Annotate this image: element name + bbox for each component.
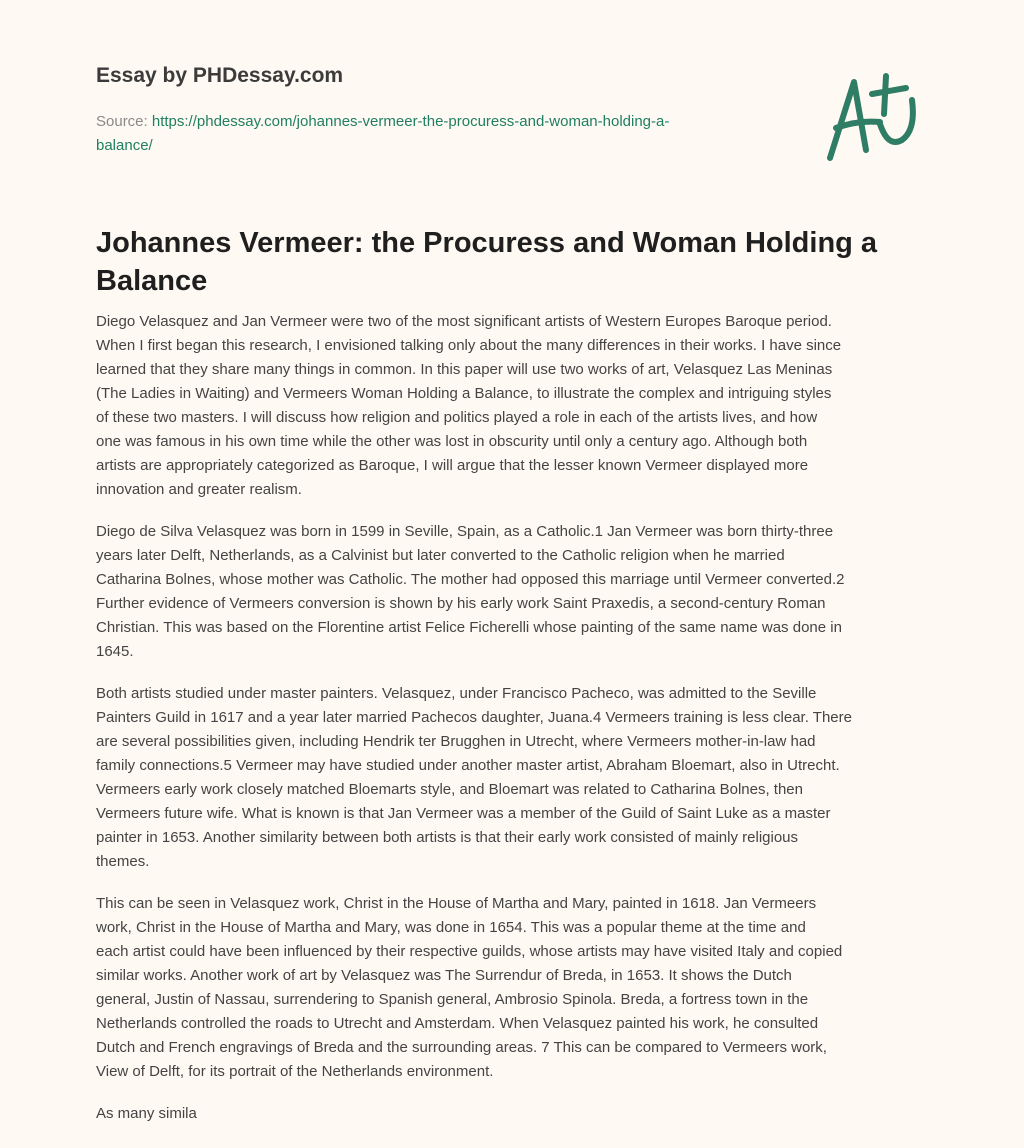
paragraph-line: family connections.5 Vermeer may have studied under another master artist, Abraham Bloemart, also in Utrecht. bbox=[96, 757, 840, 774]
source-link[interactable] bbox=[96, 113, 669, 154]
source-link-line: https://phdessay.com/johannes-vermeer-the-procuress-and-woman-holding-a- bbox=[151, 113, 670, 130]
paragraph-line: learned that they share many things in common. In this paper will use two works of art, Velasquez Las Meninas bbox=[96, 361, 833, 378]
essay-paragraph bbox=[96, 520, 976, 664]
a-plus-logo bbox=[818, 70, 928, 170]
source-label: Source: bbox=[96, 113, 148, 130]
paragraph-line: When I first began this research, I envisioned talking only about the many differences in their works. I have since bbox=[96, 337, 842, 354]
paragraph-line: Vermeers future wife. What is known is that Jan Vermeer was a member of the Guild of Saint Luke as a master bbox=[96, 805, 831, 822]
page-title: Johannes Vermeer: the Procuress and Woman Holding a Balance bbox=[96, 227, 878, 297]
paragraph-line: Diego Velasquez and Jan Vermeer were two of the most significant artists of Western Europes Baroque period. bbox=[96, 313, 832, 330]
paragraph-line: artists are appropriately categorized as Baroque, I will argue that the lesser known Vermeer displayed more bbox=[96, 457, 809, 474]
essay-paragraph bbox=[96, 682, 976, 874]
paragraph-line: Netherlands controlled the roads to Utrecht and Amsterdam. When Velasquez painted his work, he consulted bbox=[96, 1015, 819, 1032]
paragraph-line: This can be seen in Velasquez work, Christ in the House of Martha and Mary, painted in 1618. Jan Vermeers bbox=[96, 895, 817, 912]
paragraph-line: Both artists studied under master painters. Velasquez, under Francisco Pacheco, was admitted to the Seville bbox=[96, 685, 817, 702]
paragraph-line: each artist could have been influenced by their respective guilds, whose artists may have visited Italy and copied bbox=[96, 943, 843, 960]
paragraph-line: Vermeers early work closely matched Bloemarts style, and Bloemart was related to Catharina Bolnes, then bbox=[96, 781, 803, 798]
paragraph-line: of these two masters. I will discuss how religion and politics played a role in each of the artists lives, and how bbox=[96, 409, 818, 426]
paragraph-line: Catharina Bolnes, whose mother was Catholic. The mother had opposed this marriage until Vermeer converted.2 bbox=[96, 571, 845, 588]
paragraph-line: (The Ladies in Waiting) and Vermeers Woman Holding a Balance, to illustrate the complex and intriguing styles bbox=[96, 385, 832, 402]
paragraph-line: Christian. This was based on the Florentine artist Felice Ficherelli whose painting of the same name was done in bbox=[96, 619, 842, 636]
source-link-line: balance/ bbox=[96, 137, 153, 154]
paragraph-line: Dutch and French engravings of Breda and the surrounding areas. 7 This can be compared to Vermeers work, bbox=[96, 1039, 827, 1056]
paragraph-line: Painters Guild in 1617 and a year later married Pachecos daughter, Juana.4 Vermeers training is less clear. There bbox=[96, 709, 852, 726]
site-brand: Essay by PHDessay.com bbox=[96, 64, 344, 87]
paragraph-line: View of Delft, for its portrait of the Netherlands environment. bbox=[96, 1063, 494, 1080]
paragraph-line: 1645. bbox=[96, 643, 134, 660]
paragraph-line: work, Christ in the House of Martha and Mary, was done in 1654. This was a popular theme at the time and bbox=[96, 919, 806, 936]
source-line bbox=[96, 110, 816, 158]
essay-paragraph bbox=[96, 310, 976, 502]
paragraph-line: innovation and greater realism. bbox=[96, 481, 302, 498]
essay-paragraph bbox=[96, 1102, 976, 1126]
paragraph-line: are several possibilities given, including Hendrik ter Brugghen in Utrecht, where Vermeers mother-in-law had bbox=[96, 733, 816, 750]
essay-paragraph bbox=[96, 892, 976, 1084]
paragraph-line: years later Delft, Netherlands, as a Calvinist but later converted to the Catholic religion when he married bbox=[96, 547, 785, 564]
essay-main bbox=[96, 224, 976, 1144]
paragraph-line: Diego de Silva Velasquez was born in 1599 in Seville, Spain, as a Catholic.1 Jan Vermeer was born thirty-three bbox=[96, 523, 834, 540]
paragraph-line: As many simila bbox=[96, 1105, 197, 1122]
paragraph-line: general, Justin of Nassau, surrendering to Spanish general, Ambrosio Spinola. Breda, a fortress town in the bbox=[96, 991, 809, 1008]
paragraph-line: themes. bbox=[96, 853, 150, 870]
paragraph-line: Further evidence of Vermeers conversion is shown by his early work Saint Praxedis, a second-century Roman bbox=[96, 595, 826, 612]
essay-body bbox=[96, 310, 976, 1126]
paragraph-line: one was famous in his own time while the other was lost in obscurity until only a century ago. Although both bbox=[96, 433, 808, 450]
paragraph-line: painter in 1653. Another similarity between both artists is that their early work consisted of mainly religious bbox=[96, 829, 799, 846]
paragraph-line: similar works. Another work of art by Velasquez was The Surrendur of Breda, in 1653. It shows the Dutch bbox=[96, 967, 792, 984]
